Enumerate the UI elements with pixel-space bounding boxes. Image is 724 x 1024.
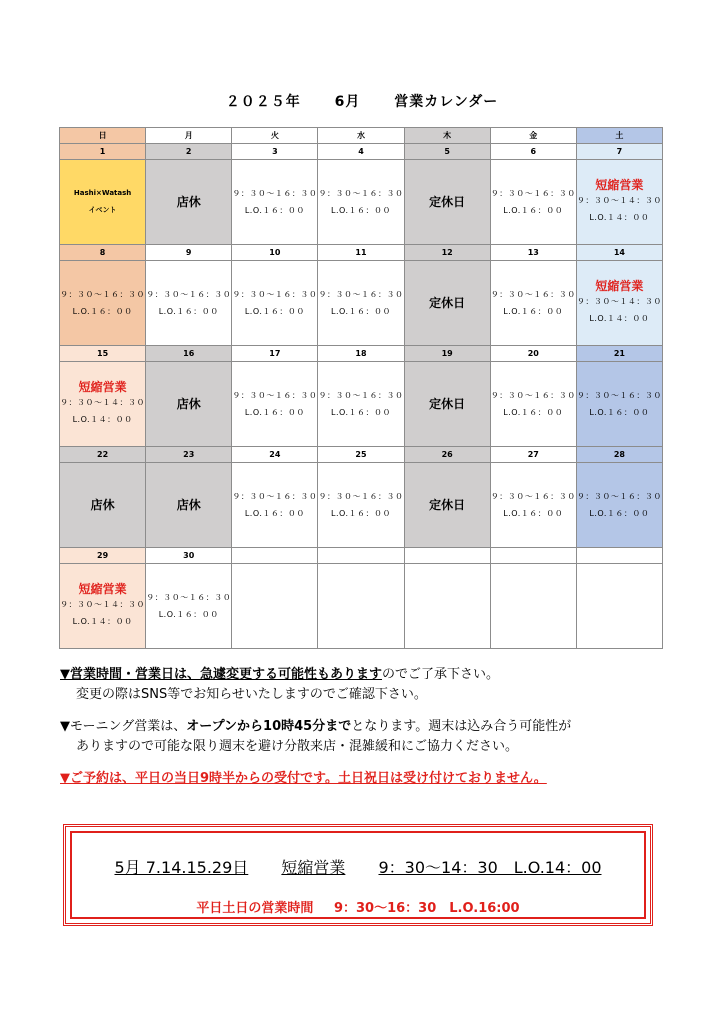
- day-status: 店休: [176, 397, 201, 411]
- day-last-order: L.O.１６：００: [330, 408, 391, 417]
- day-number: 9: [146, 245, 232, 261]
- day-hours: ９：３０～１６：３０: [490, 189, 576, 198]
- day-last-order: L.O.１４：００: [589, 314, 650, 323]
- day-cell: [232, 160, 318, 245]
- day-last-order: L.O.１６：００: [503, 206, 564, 215]
- day-status: 短縮営業: [595, 178, 644, 192]
- day-number: 26: [404, 447, 490, 463]
- day-number: 4: [318, 144, 404, 160]
- day-last-order: L.O.１６：００: [330, 509, 391, 518]
- day-number: 2: [146, 144, 232, 160]
- day-status: 短縮営業: [78, 380, 127, 394]
- day-cell: [146, 362, 232, 447]
- day-cell: [60, 463, 146, 548]
- day-status: 店休: [176, 498, 201, 512]
- day-last-order: L.O.１６：００: [158, 307, 219, 316]
- note-reservation: ▼ご予約は、平日の当日9時半からの受付です。土日祝日は受け付けておりません。: [60, 771, 547, 786]
- day-last-order: L.O.１６：００: [503, 307, 564, 316]
- day-last-order: L.O.１４：００: [589, 213, 650, 222]
- weekday-header: 金: [490, 128, 576, 144]
- day-number: 13: [490, 245, 576, 261]
- day-hours: ９：３０～１４：３０: [576, 196, 662, 205]
- day-cell: [318, 564, 404, 649]
- day-hours: ９：３０～１６：３０: [576, 492, 662, 501]
- day-number: 30: [146, 548, 232, 564]
- day-hours: ９：３０～１６：３０: [490, 290, 576, 299]
- day-hours: ９：３０～１６：３０: [232, 391, 318, 400]
- day-last-order: L.O.１４：００: [72, 415, 133, 424]
- day-number: 27: [490, 447, 576, 463]
- day-status: 短縮営業: [78, 582, 127, 596]
- weekday-header: 土: [576, 128, 662, 144]
- day-cell: [318, 261, 404, 346]
- day-number: 6: [490, 144, 576, 160]
- day-status: 定休日: [429, 498, 466, 512]
- day-cell: [60, 160, 146, 245]
- day-last-order: L.O.１６：００: [503, 408, 564, 417]
- day-number: 22: [60, 447, 146, 463]
- title-month: 6月: [334, 94, 361, 110]
- day-number: 5: [404, 144, 490, 160]
- day-hours: ９：３０～１６：３０: [232, 492, 318, 501]
- title-year: ２０２５年: [225, 94, 301, 110]
- day-cell: [232, 261, 318, 346]
- day-number: 8: [60, 245, 146, 261]
- day-cell: [404, 564, 490, 649]
- day-cell: [576, 463, 662, 548]
- note-hours-change: ▼営業時間・営業日は、急遽変更する可能性もありますのでご了承下さい。 変更の際はSNS等でお知らせいたしますのでご確認下さい。: [60, 667, 500, 702]
- day-number: 7: [576, 144, 662, 160]
- day-number: 19: [404, 346, 490, 362]
- day-hours: ９：３０～１６：３０: [232, 189, 318, 198]
- day-last-order: L.O.１６：００: [158, 610, 219, 619]
- day-last-order: L.O.１６：００: [330, 307, 391, 316]
- day-number: 11: [318, 245, 404, 261]
- event-text: イベント: [88, 206, 117, 214]
- weekday-header: 火: [232, 128, 318, 144]
- day-cell: [60, 261, 146, 346]
- day-last-order: L.O.１６：００: [244, 509, 305, 518]
- day-hours: ９：３０～１４：３０: [576, 297, 662, 306]
- day-hours: ９：３０～１６：３０: [318, 391, 404, 400]
- day-hours: ９：３０～１６：３０: [490, 391, 576, 400]
- day-cell: [232, 564, 318, 649]
- day-cell: [232, 362, 318, 447]
- day-number: [404, 548, 490, 564]
- day-number: [576, 548, 662, 564]
- day-hours: ９：３０～１６：３０: [318, 492, 404, 501]
- day-status: 店休: [90, 498, 115, 512]
- notes: [60, 665, 680, 801]
- day-cell: [60, 362, 146, 447]
- day-status: 定休日: [429, 296, 466, 310]
- day-cell: [60, 564, 146, 649]
- weekday-header: 水: [318, 128, 404, 144]
- day-cell: [490, 160, 576, 245]
- day-number: 20: [490, 346, 576, 362]
- day-number: [318, 548, 404, 564]
- day-number: 17: [232, 346, 318, 362]
- day-number: 3: [232, 144, 318, 160]
- day-last-order: L.O.１６：００: [503, 509, 564, 518]
- day-hours: ９：３０～１４：３０: [60, 600, 146, 609]
- day-cell: [146, 160, 232, 245]
- page-title: [0, 91, 724, 111]
- event-text: Hashi×Watash: [73, 189, 132, 197]
- day-status: 短縮営業: [595, 279, 644, 293]
- day-number: 28: [576, 447, 662, 463]
- day-last-order: L.O.１６：００: [72, 307, 133, 316]
- weekday-header: 月: [146, 128, 232, 144]
- day-status: 定休日: [429, 397, 466, 411]
- day-cell: [576, 261, 662, 346]
- day-hours: ９：３０～１６：３０: [318, 290, 404, 299]
- title-label: 営業カレンダー: [394, 94, 499, 110]
- day-last-order: L.O.１６：００: [244, 408, 305, 417]
- day-hours: ９：３０～１４：３０: [60, 398, 146, 407]
- day-last-order: L.O.１６：００: [589, 408, 650, 417]
- day-number: 29: [60, 548, 146, 564]
- day-last-order: L.O.１６：００: [330, 206, 391, 215]
- short-hours-line: 5月 7.14.15.29日 短縮営業 9：30～14：30 L.O.14：00: [114, 858, 602, 877]
- day-cell: [490, 463, 576, 548]
- weekday-hours-line: 平日土日の営業時間 9：30～16：30 L.O.16:00: [196, 901, 520, 916]
- day-cell: [490, 564, 576, 649]
- day-cell: [146, 564, 232, 649]
- day-number: 10: [232, 245, 318, 261]
- day-number: 15: [60, 346, 146, 362]
- day-last-order: L.O.１４：００: [72, 617, 133, 626]
- day-hours: ９：３０～１６：３０: [146, 593, 232, 602]
- day-cell: [146, 463, 232, 548]
- day-cell: [576, 362, 662, 447]
- day-cell: [576, 160, 662, 245]
- day-number: 25: [318, 447, 404, 463]
- weekday-header: 木: [404, 128, 490, 144]
- day-number: 24: [232, 447, 318, 463]
- note-morning: ▼モーニング営業は、オープンから10時45分までとなります。週末は込み合う可能性が ありますので可能な限り週末を避け分散来店・混雑緩和にご協力ください。: [60, 719, 572, 754]
- day-hours: ９：３０～１６：３０: [490, 492, 576, 501]
- day-cell: [318, 160, 404, 245]
- day-status: 店休: [176, 195, 201, 209]
- day-number: 21: [576, 346, 662, 362]
- day-cell: [404, 160, 490, 245]
- day-status: 定休日: [429, 195, 466, 209]
- day-cell: [146, 261, 232, 346]
- day-last-order: L.O.１６：００: [244, 206, 305, 215]
- day-hours: ９：３０～１６：３０: [146, 290, 232, 299]
- day-cell: [318, 362, 404, 447]
- day-last-order: L.O.１６：００: [244, 307, 305, 316]
- day-last-order: L.O.１６：００: [589, 509, 650, 518]
- day-number: 12: [404, 245, 490, 261]
- calendar-table: [59, 127, 663, 649]
- day-number: [490, 548, 576, 564]
- summary-box: [63, 824, 653, 926]
- day-cell: [404, 261, 490, 346]
- day-number: 1: [60, 144, 146, 160]
- day-number: 23: [146, 447, 232, 463]
- day-cell: [404, 362, 490, 447]
- day-cell: [576, 564, 662, 649]
- day-number: [232, 548, 318, 564]
- day-number: 16: [146, 346, 232, 362]
- day-cell: [490, 261, 576, 346]
- weekday-header: 日: [60, 128, 146, 144]
- day-number: 14: [576, 245, 662, 261]
- day-hours: ９：３０～１６：３０: [318, 189, 404, 198]
- day-cell: [490, 362, 576, 447]
- day-cell: [232, 463, 318, 548]
- day-hours: ９：３０～１６：３０: [576, 391, 662, 400]
- day-cell: [404, 463, 490, 548]
- day-cell: [318, 463, 404, 548]
- day-hours: ９：３０～１６：３０: [232, 290, 318, 299]
- day-hours: ９：３０～１６：３０: [60, 290, 146, 299]
- day-number: 18: [318, 346, 404, 362]
